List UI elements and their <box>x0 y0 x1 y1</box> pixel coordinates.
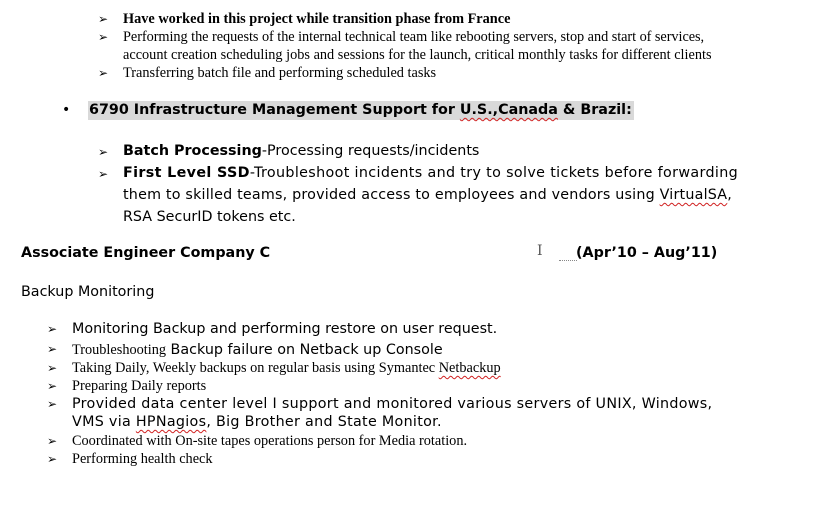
text-cursor-icon: I <box>537 243 543 259</box>
project-heading <box>88 101 634 120</box>
virtualsa-word: VirtualSA <box>659 187 728 203</box>
list-item <box>72 341 443 359</box>
list-item: Provided data center level I support and monitored various servers of UNIX, Windows, <box>72 396 713 412</box>
arrow-bullet-icon: ➢ <box>47 361 58 375</box>
project-heading-countries: U.S.,Canada <box>459 102 558 118</box>
arrow-bullet-icon: ➢ <box>98 145 109 159</box>
arrow-bullet-icon: ➢ <box>47 379 58 393</box>
arrow-bullet-icon: ➢ <box>98 12 109 26</box>
list-item: Transferring batch file and performing scheduled tasks <box>123 65 437 81</box>
list-item-continuation: account creation scheduling jobs and sessions for the launch, critical monthly tasks for different clients <box>123 47 712 63</box>
list-item-continuation <box>72 414 442 430</box>
project-heading-post: & Brazil: <box>557 102 632 118</box>
arrow-bullet-icon: ➢ <box>98 30 109 44</box>
netbackup-word: Netbackup <box>438 360 501 376</box>
list-item-text: , <box>727 187 733 203</box>
list-item <box>123 165 738 181</box>
list-item-text: , Big Brother and State Monitor. <box>206 414 442 430</box>
arrow-bullet-icon: ➢ <box>47 322 58 336</box>
list-item-text: Taking Daily, Weekly backups on regular basis using Symantec <box>72 360 439 376</box>
list-item-serif: Troubleshooting <box>72 342 167 358</box>
arrow-bullet-icon: ➢ <box>47 434 58 448</box>
arrow-bullet-icon: ➢ <box>47 342 58 356</box>
list-item: Preparing Daily reports <box>72 378 207 394</box>
list-item-continuation <box>123 187 732 203</box>
list-item: Coordinated with On-site tapes operations person for Media rotation. <box>72 433 468 449</box>
list-item: Performing the requests of the internal technical team like rebooting servers, stop and start of services, <box>123 29 705 45</box>
arrow-bullet-icon: ➢ <box>98 66 109 80</box>
job-dates: (Apr’10 – Aug’11) <box>576 245 718 261</box>
hpnagios-word: HPNagios <box>135 414 207 430</box>
list-item <box>123 143 479 159</box>
arrow-bullet-icon: ➢ <box>47 452 58 466</box>
arrow-bullet-icon: ➢ <box>47 397 58 411</box>
list-item: Have worked in this project while transition phase from France <box>123 11 511 27</box>
list-item <box>72 360 501 377</box>
list-item-text: -Processing requests/incidents <box>261 143 480 159</box>
arrow-bullet-icon: ➢ <box>98 167 109 181</box>
list-item-text: them to skilled teams, provided access to employees and vendors using <box>123 187 660 203</box>
list-item-bold: First Level SSD <box>123 165 250 181</box>
project-heading-pre: 6790 Infrastructure Management Support for <box>89 102 460 118</box>
list-item-text: VMS via <box>72 414 136 430</box>
list-item-bold: Batch Processing <box>123 143 262 159</box>
job-subtitle: Backup Monitoring <box>21 284 155 300</box>
spelling-mark <box>559 256 577 261</box>
list-item: Monitoring Backup and performing restore on user request. <box>72 321 498 337</box>
list-item-sans: Backup failure on Netback up Console <box>166 342 443 358</box>
bullet-icon: • <box>62 102 71 118</box>
list-item-text: -Troubleshoot incidents and try to solve tickets before forwarding <box>249 165 739 181</box>
list-item: Performing health check <box>72 451 213 467</box>
list-item-continuation: RSA SecurID tokens etc. <box>123 209 296 225</box>
job-title: Associate Engineer Company C <box>21 245 271 261</box>
